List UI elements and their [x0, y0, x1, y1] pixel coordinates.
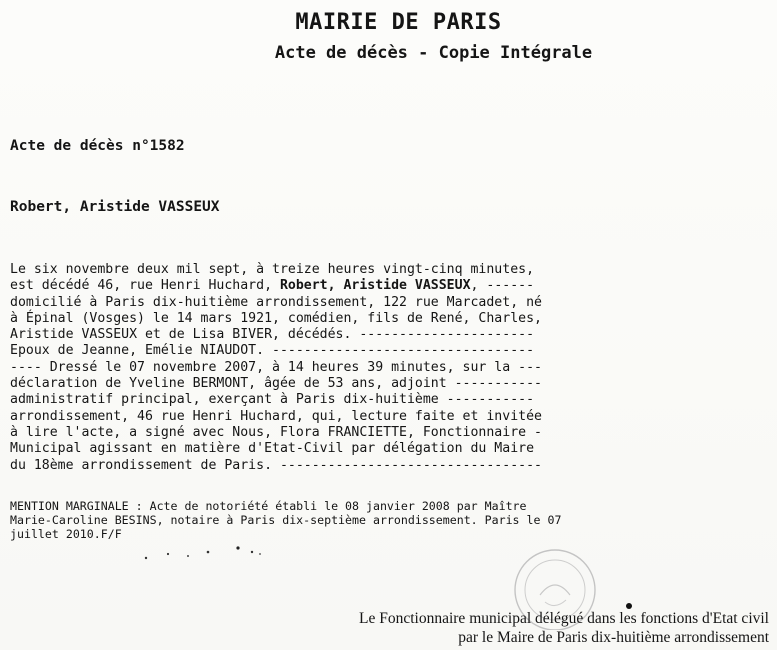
body-line: Municipal agissant en matière d'Etat-Civil par délégation du Maire — [10, 441, 535, 457]
body-line: Le six novembre deux mil sept, à treize heures vingt-cinq minutes, — [10, 262, 535, 277]
mention-line: juillet 2010.F/F — [10, 527, 122, 542]
deceased-name-bold: Robert, Aristide VASSEUX — [279, 278, 471, 294]
document-title: MAIRIE DE PARIS — [295, 10, 502, 35]
act-body — [10, 262, 620, 474]
signature-line-2: par le Maire de Paris dix-huitième arrondissement — [458, 629, 769, 646]
body-line: arrondissement, 46 rue Henri Huchard, qui, lecture faite et invitée — [10, 408, 542, 424]
ink-specks — [140, 542, 280, 562]
document-subtitle: Acte de décès - Copie Intégrale — [274, 43, 593, 63]
marginal-mention — [10, 499, 570, 542]
person-name: Robert, Aristide VASSEUX — [10, 199, 220, 215]
body-line: ---- Dressé le 07 novembre 2007, à 14 heures 39 minutes, sur la --- — [10, 359, 542, 375]
body-line: est décédé 46, rue Henri Huchard, — [10, 278, 280, 294]
mention-line: MENTION MARGINALE : Acte de notoriété établi le 08 janvier 2008 par Maître — [10, 499, 527, 513]
signature-line-1: Le Fonctionnaire municipal délégué dans les fonctions d'Etat civil — [359, 610, 769, 627]
act-number: Acte de décès n°1582 — [10, 138, 185, 154]
body-line: Aristide VASSEUX et de Lisa BIVER, décédés. ---------------------- — [10, 327, 535, 343]
body-line: à Épinal (Vosges) le 14 mars 1921, comédien, fils de René, Charles, — [10, 310, 542, 326]
body-line: à lire l'acte, a signé avec Nous, Flora FRANCIETTE, Fonctionnaire - — [10, 424, 542, 440]
document-header — [0, 10, 777, 63]
body-line: Epoux de Jeanne, Emélie NIAUDOT. --------------------------------- — [10, 343, 535, 359]
mention-line: Marie-Caroline BESINS, notaire à Paris dix-septième arrondissement. Paris le 07 — [10, 513, 562, 528]
body-line: du 18ème arrondissement de Paris. --------------------------------- — [10, 457, 542, 473]
body-line: administratif principal, exerçant à Paris dix-huitième ----------- — [10, 392, 535, 408]
body-line: domicilié à Paris dix-huitième arrondissement, 122 rue Marcadet, né — [10, 294, 542, 310]
signature-block — [359, 609, 769, 647]
body-line: déclaration de Yveline BERMONT, âgée de 53 ans, adjoint ----------- — [10, 376, 542, 392]
body-line: , ------ — [470, 278, 535, 294]
